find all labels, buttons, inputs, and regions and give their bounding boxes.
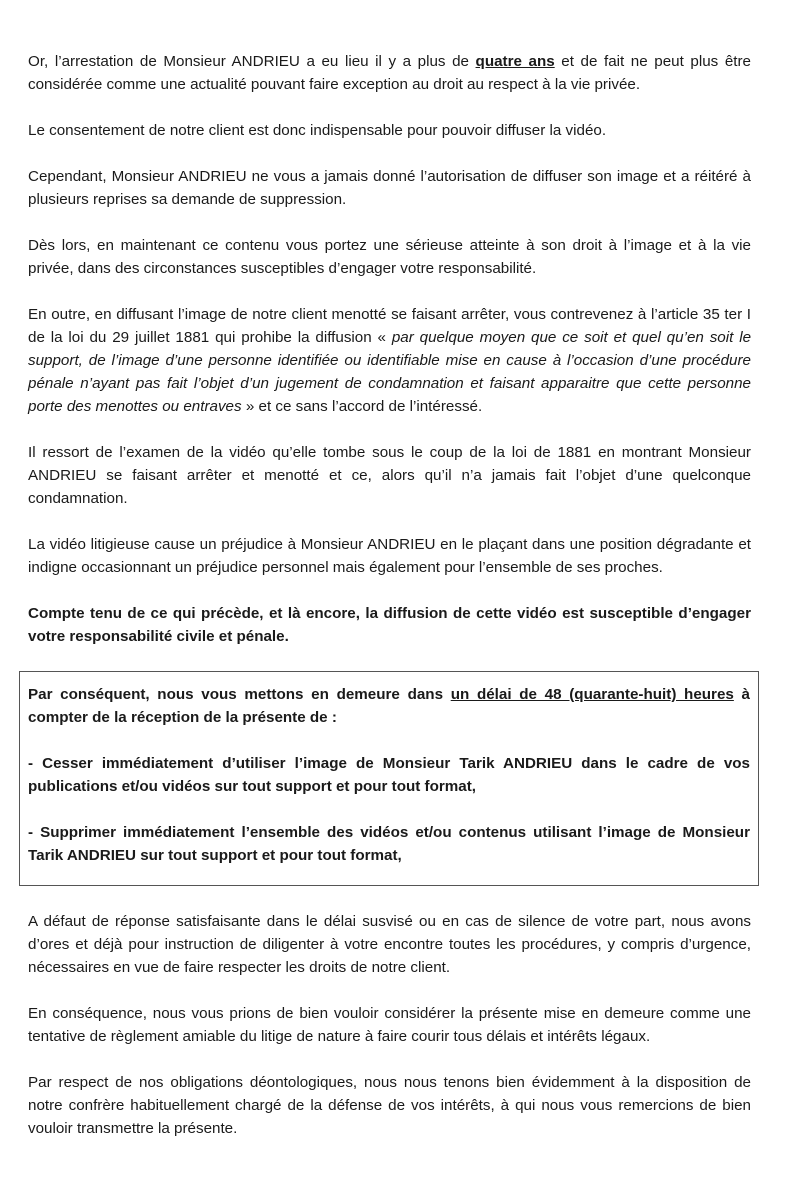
formal-notice-intro: [28, 683, 750, 729]
paragraph-text: et de fait ne peut plus être considérée comme une actualité pouvant faire exception au droit au respect à la vie privée.: [28, 53, 751, 93]
letter-body: [28, 50, 751, 1163]
paragraph-amicable-settlement: En conséquence, nous vous prions de bien vouloir considérer la présente mise en demeure comme une tentative de règlement amiable du litige de nature à faire courir tous délais et intérêts légaux.: [28, 1005, 751, 1045]
paragraph-video-review: Il ressort de l’examen de la vidéo qu’elle tombe sous le coup de la loi de 1881 en montrant Monsieur ANDRIEU se faisant arrêter et menotté et ce, alors qu’il n’a jamais fait l’objet d’une quelconque condamnation.: [28, 444, 751, 507]
paragraph-no-authorization: Cependant, Monsieur ANDRIEU ne vous a jamais donné l’autorisation de diffuser son image et a réitéré à plusieurs reprises sa demande de suppression.: [28, 168, 751, 208]
formal-notice-item-delete: - Supprimer immédiatement l’ensemble des vidéos et/ou contenus utilisant l’image de Monsieur Tarik ANDRIEU sur tout support et pour tout format,: [28, 824, 750, 864]
paragraph-text: » et ce sans l’accord de l’intéressé.: [241, 398, 483, 415]
emphasis-deadline: un délai de 48 (quarante-huit) heures: [450, 686, 734, 703]
paragraph-text: à compter de la réception de la présente de :: [28, 686, 751, 726]
formal-notice-box: [19, 671, 759, 886]
paragraph-text: En outre, en diffusant l’image de notre client menotté se faisant arrêter, vous contrevenez à l’article 35 ter I de la loi du 29 juillet 1881 qui prohibe la diffusion «: [28, 306, 751, 346]
paragraph-arrest-date: [28, 50, 751, 96]
emphasis-four-years: quatre ans: [475, 53, 555, 70]
formal-notice-item-stop-use: - Cesser immédiatement d’utiliser l’image de Monsieur Tarik ANDRIEU dans le cadre de vos publications et/ou vidéos sur tout support et pour tout format,: [28, 755, 750, 795]
paragraph-liability: Compte tenu de ce qui précède, et là encore, la diffusion de cette vidéo est susceptible d’engager votre responsabilité civile et pénale.: [28, 605, 751, 645]
paragraph-legal-action: A défaut de réponse satisfaisante dans le délai susvisé ou en cas de silence de votre part, nous avons d’ores et déjà pour instruction de diligenter à votre encontre toutes les procédures, y compris d’urgence, nécessaires en vue de faire respecter les droits de notre client.: [28, 913, 751, 976]
paragraph-text: Par conséquent, nous vous mettons en demeure dans: [28, 686, 451, 703]
paragraph-image-rights: Dès lors, en maintenant ce contenu vous portez une sérieuse atteinte à son droit à l’image et à la vie privée, dans des circonstances susceptibles d’engager votre responsabilité.: [28, 237, 751, 277]
paragraph-text: Or, l’arrestation de Monsieur ANDRIEU a eu lieu il y a plus de: [28, 53, 476, 70]
paragraph-deontology: Par respect de nos obligations déontologiques, nous nous tenons bien évidemment à la disposition de notre confrère habituellement chargé de la défense de vos intérêts, à qui nous vous remercions de bien vouloir transmettre la présente.: [28, 1074, 751, 1137]
law-quote: par quelque moyen que ce soit et quel qu’en soit le support, de l’image d’une personne identifiée ou identifiable mise en cause à l’occasion d’une procédure pénale n’ayant pas fait l’objet d’un jugement de condamnation et faisant apparaitre que cette personne porte des menottes ou entraves: [28, 329, 752, 415]
paragraph-law-1881: [28, 303, 751, 418]
paragraph-prejudice: La vidéo litigieuse cause un préjudice à Monsieur ANDRIEU en le plaçant dans une position dégradante et indigne occasionnant un préjudice personnel mais également pour l’ensemble de ses proches.: [28, 536, 751, 576]
paragraph-consent: Le consentement de notre client est donc indispensable pour pouvoir diffuser la vidéo.: [28, 122, 607, 139]
